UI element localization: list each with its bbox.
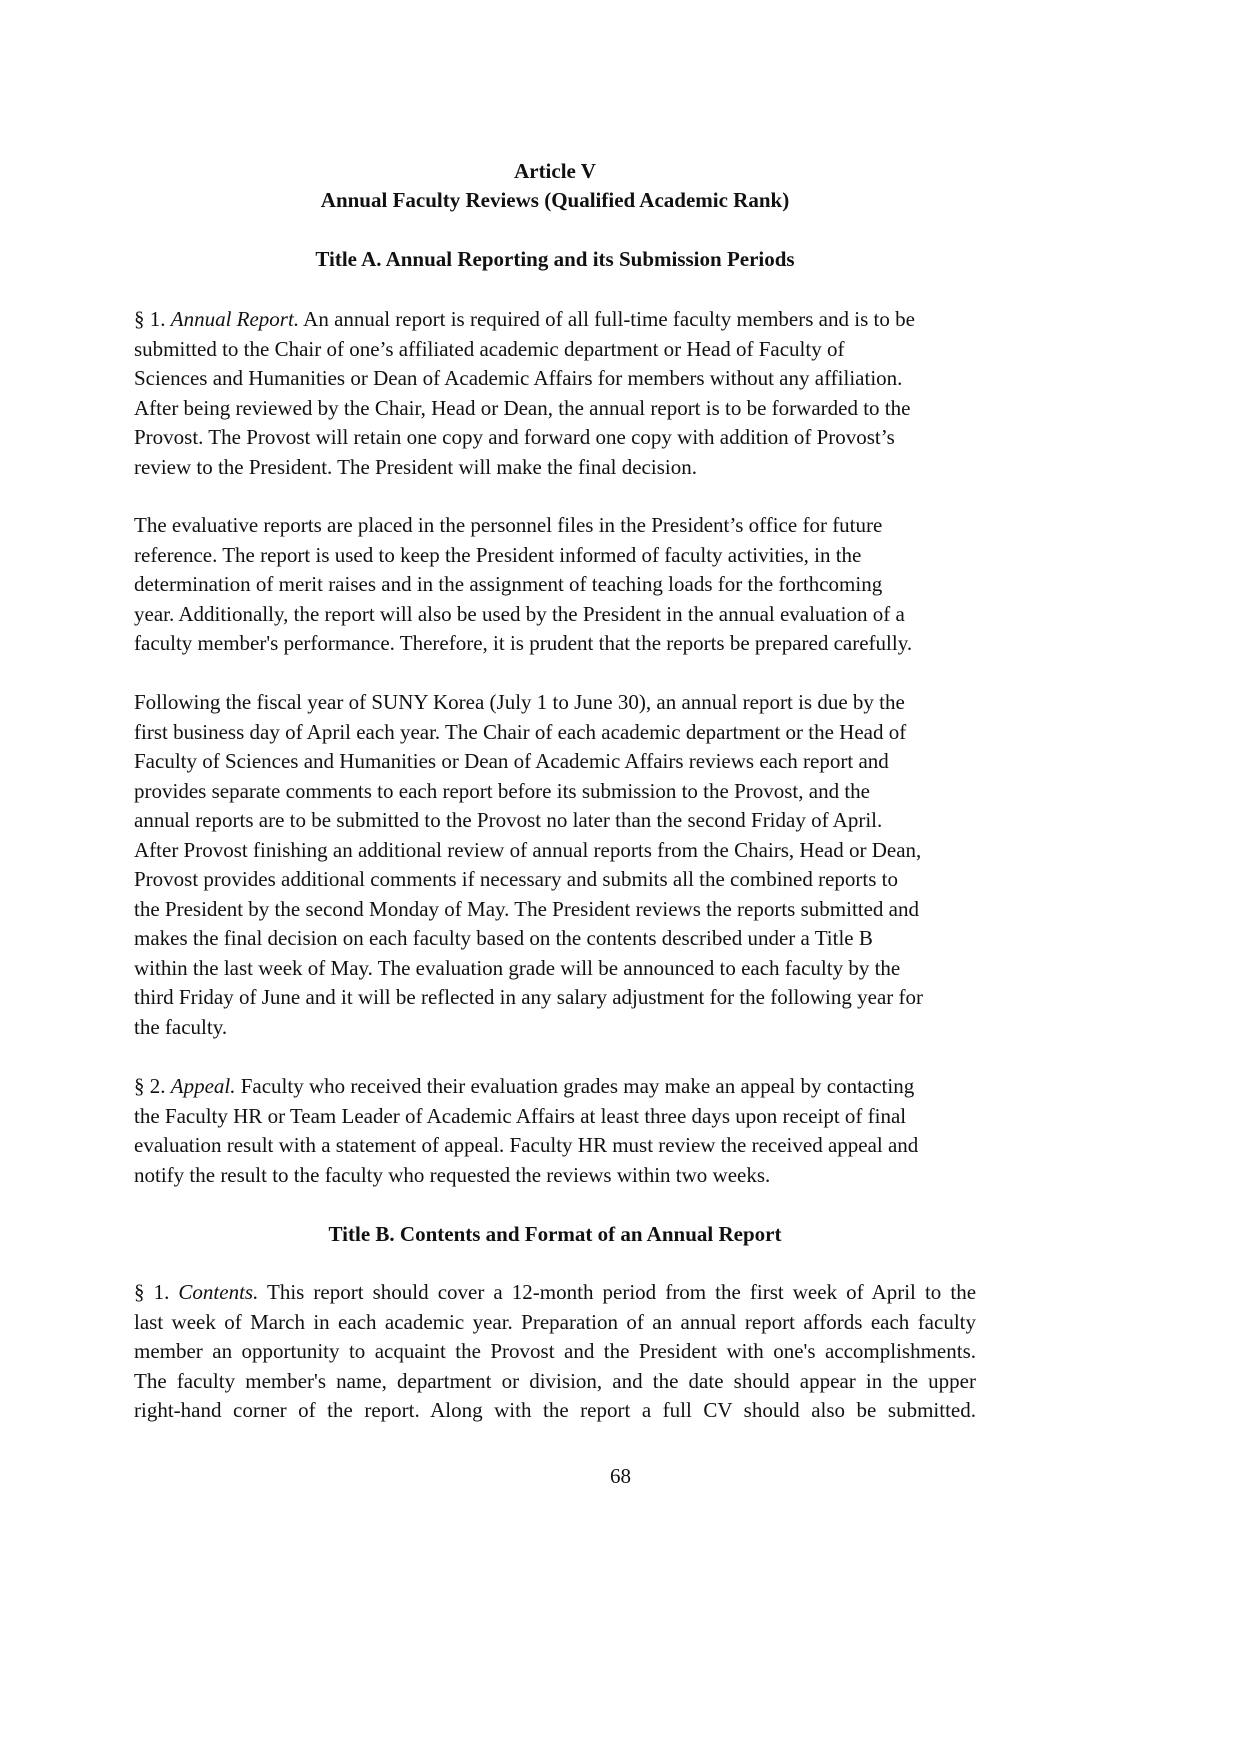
title-b-section-1-contents [134,1278,976,1426]
section-number: § 2. [134,1074,166,1098]
text-line: notify the result to the faculty who requested the reviews within two weeks. [134,1162,771,1187]
text-fragment: An annual report is required of all full-time faculty members and is to be [299,307,915,331]
title-a-paragraph-fiscal-year [134,688,976,1042]
text-line: provides separate comments to each report before its submission to the Provost, and the [134,778,870,803]
article-subheading: Annual Faculty Reviews (Qualified Academic Rank) [320,188,790,212]
text-line: the faculty. [134,1014,228,1039]
text-line: Following the fiscal year of SUNY Korea (July 1 to June 30), an annual report is due by the [134,690,905,714]
text-line: last week of March in each academic year. Preparation of an annual report affords each faculty [134,1309,976,1334]
text-line: third Friday of June and it will be reflected in any salary adjustment for the following year for [134,985,924,1009]
text-line [134,305,976,335]
text-line: After Provost finishing an additional review of annual reports from the Chairs, Head or Dean, [134,837,922,862]
text-line: After being reviewed by the Chair, Head or Dean, the annual report is to be forwarded to the [134,395,911,420]
text-line: within the last week of May. The evaluation grade will be announced to each faculty by the [134,955,901,980]
section-number: § 1. [134,307,166,331]
text-line: annual reports are to be submitted to the Provost no later than the second Friday of April. [134,808,883,832]
text-line: Sciences and Humanities or Dean of Academic Affairs for members without any affiliation. [134,366,903,390]
text-line: the President by the second Monday of May. The President reviews the reports submitted and [134,896,919,921]
text-line: faculty member's performance. Therefore, it is prudent that the reports be prepared carefully. [134,631,913,655]
title-a-section-1-annual-report [134,305,976,482]
text-line [134,1278,976,1308]
section-title: Annual Report. [170,307,300,331]
text-line: Provost provides additional comments if necessary and submits all the combined reports to [134,867,899,891]
page-number: 68 [610,1464,631,1488]
text-line: makes the final decision on each faculty based on the contents described under a Title B [134,926,873,950]
text-line: The evaluative reports are placed in the personnel files in the President’s office for future [134,513,883,537]
article-heading: Article V [514,159,596,183]
text-line: first business day of April each year. The Chair of each academic department or the Head of [134,719,907,744]
text-line: member an opportunity to acquaint the Provost and the President with one's accomplishments. [134,1339,976,1363]
text-line: reference. The report is used to keep the President informed of faculty activities, in the [134,542,862,567]
title-b-heading: Title B. Contents and Format of an Annual Report [328,1222,782,1246]
section-title: Contents. [178,1280,259,1304]
text-line [134,1072,976,1102]
text-line: determination of merit raises and in the assignment of teaching loads for the forthcoming [134,572,883,596]
text-line: the Faculty HR or Team Leader of Academic Affairs at least three days upon receipt of final [134,1103,907,1128]
text-line: Provost. The Provost will retain one copy and forward one copy with addition of Provost’s [134,425,895,449]
text-line: submitted to the Chair of one’s affiliated academic department or Head of Faculty of [134,336,845,361]
title-a-heading: Title A. Annual Reporting and its Submission Periods [315,247,795,271]
text-line: The faculty member's name, department or division, and the date should appear in the upper [134,1368,976,1393]
text-line: year. Additionally, the report will also be used by the President in the annual evaluation of a [134,601,905,626]
text-line: right-hand corner of the report. Along with the report a full CV should also be submitted. [134,1398,976,1422]
section-number: § 1. [134,1280,170,1304]
text-line: Faculty of Sciences and Humanities or Dean of Academic Affairs reviews each report and [134,749,889,773]
title-a-section-2-appeal [134,1072,976,1190]
section-title: Appeal. [170,1074,236,1098]
title-a-paragraph-evaluative-reports [134,511,976,659]
text-line: evaluation result with a statement of appeal. Faculty HR must review the received appeal and [134,1133,919,1157]
text-fragment: Faculty who received their evaluation grades may make an appeal by contacting [235,1074,915,1098]
text-fragment: This report should cover a 12-month period from the first week of April to the [258,1280,977,1304]
text-line: review to the President. The President will make the final decision. [134,454,697,479]
